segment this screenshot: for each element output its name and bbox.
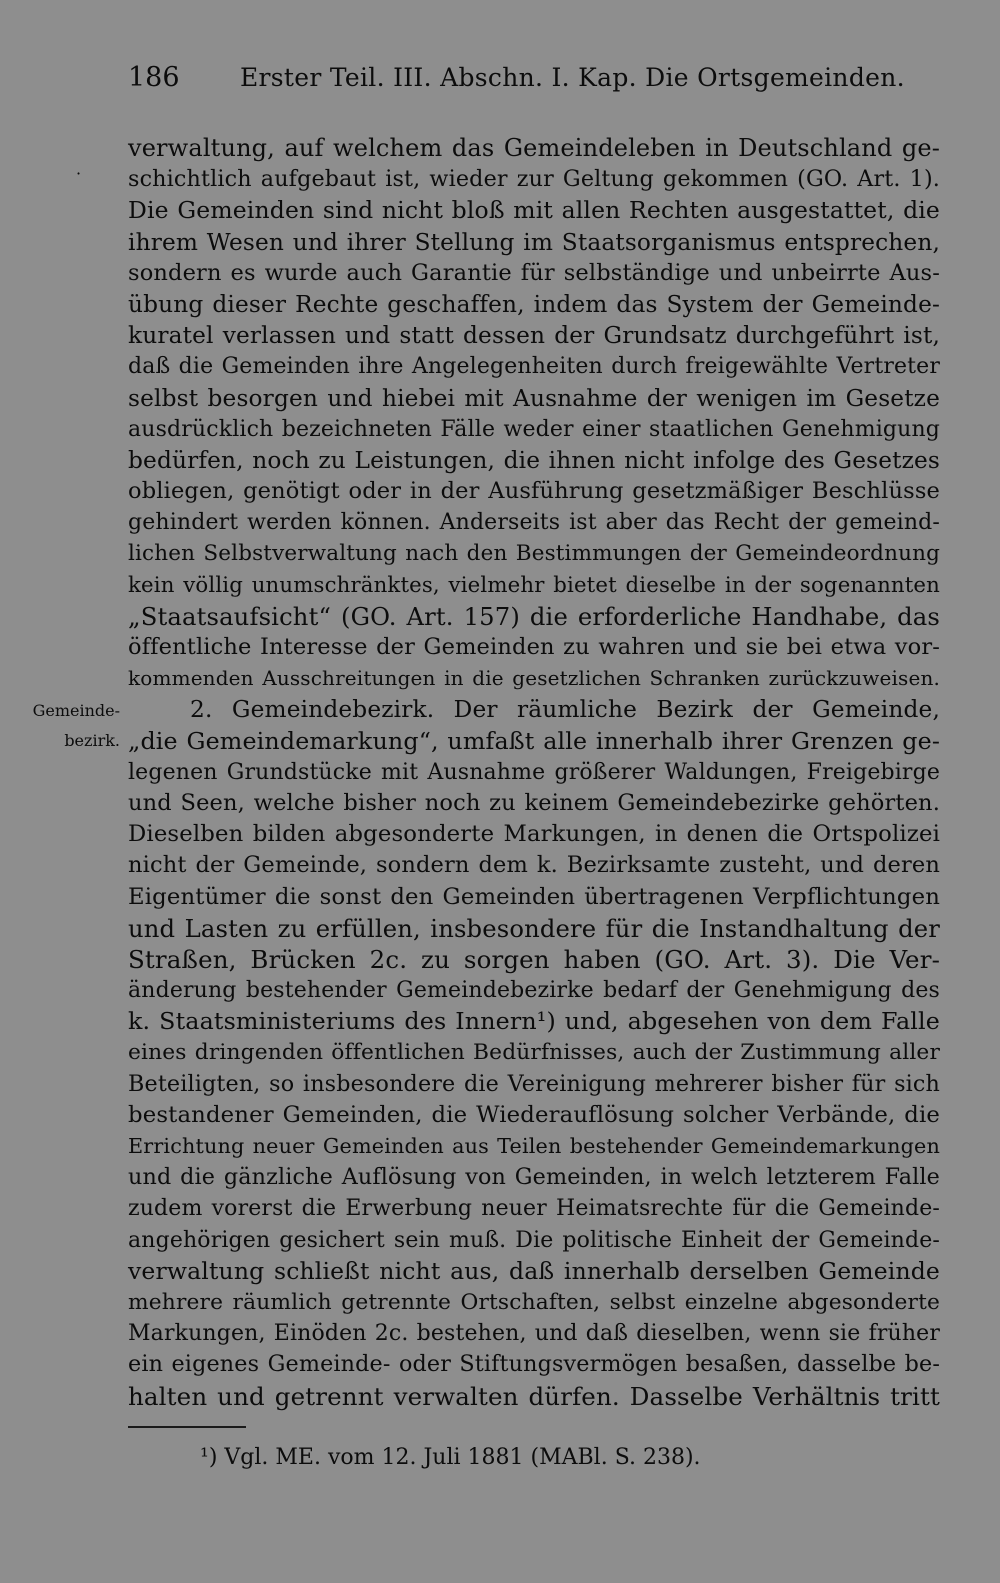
text-line: änderung bestehender Gemeindebezirke bedarf der Genehmigung des [128,978,940,1004]
text-line: obliegen, genötigt oder in der Ausführung gesetzmäßiger Beschlüsse [128,478,940,505]
text-line: bestandener Gemeinden, die Wiederauflösung solcher Verbände, die [128,1101,940,1128]
section-heading-line: 2. Gemeindebezirk. Der räumliche Bezirk der Gemeinde, [190,696,940,724]
page-number: 186 [128,62,180,93]
text-line: „die Gemeindemarkung“, umfaßt alle innerhalb ihrer Grenzen ge- [128,726,940,755]
body-text [128,133,940,1412]
text-line: eines dringenden öffentlichen Bedürfnisses, auch der Zustimmung aller [128,1040,940,1066]
text-line: nicht der Gemeinde, sondern dem k. Bezirksamte zusteht, und deren [128,852,940,879]
text-line: sondern es wurde auch Garantie für selbständige und unbeirrte Aus- [128,259,940,286]
text-line: gehindert werden können. Anderseits ist aber das Recht der gemeind- [128,510,940,536]
text-line: bedürfen, noch zu Leistungen, die ihnen nicht infolge des Gesetzes [128,446,940,474]
margin-note-line: bezirk. [64,731,120,750]
text-line: öffentliche Interesse der Gemeinden zu wahren und sie bei etwa vor- [128,634,940,660]
margin-note-line: Gemeinde- [32,701,120,720]
text-line: halten und getrennt verwalten dürfen. Dasselbe Verhältnis tritt [128,1381,940,1411]
text-line: übung dieser Rechte geschaffen, indem das System der Gemeinde- [128,290,940,318]
footnote-rule [128,1426,246,1428]
text-line: Errichtung neuer Gemeinden aus Teilen bestehender Gemeindemarkungen [128,1134,940,1158]
text-line: kommenden Ausschreitungen in die gesetzlichen Schranken zurückzuweisen. [128,666,940,691]
text-line: verwaltung, auf welchem das Gemeindeleben in Deutschland ge- [128,134,940,162]
text-line: lichen Selbstverwaltung nach den Bestimmungen der Gemeindeordnung [128,541,940,567]
running-head-title: Erster Teil. III. Abschn. I. Kap. Die Ortsgemeinden. [240,63,905,92]
text-line: kuratel verlassen und statt dessen der Grundsatz durchgeführt ist, [128,322,940,350]
margin-mark: · [76,164,82,183]
text-line: ein eigenes Gemeinde- oder Stiftungsvermögen besaßen, dasselbe be- [128,1351,940,1378]
footnote: ¹) Vgl. ME. vom 12. Juli 1881 (MABl. S. 238). [200,1445,701,1470]
text-line: und Seen, welche bisher noch zu keinem Gemeindebezirke gehörten. [128,789,940,816]
running-head [128,58,940,98]
text-line: legenen Grundstücke mit Ausnahme größerer Waldungen, Freigebirge [128,759,940,785]
margin-note [28,696,120,756]
text-line: Die Gemeinden sind nicht bloß mit allen Rechten ausgestattet, die [128,196,940,225]
text-line: Beteiligten, so insbesondere die Vereinigung mehrerer bisher für sich [128,1070,940,1097]
text-line: daß die Gemeinden ihre Angelegenheiten durch freigewählte Vertreter [128,354,940,380]
text-line: Eigentümer die sonst den Gemeinden übertragenen Verpflichtungen [128,883,940,910]
text-line: verwaltung schließt nicht aus, daß innerhalb derselben Gemeinde [128,1256,940,1285]
text-line: Dieselben bilden abgesonderte Markungen, in denen die Ortspolizei [128,821,940,848]
text-line: und Lasten zu erfüllen, insbesondere für die Instandhaltung der [128,913,940,943]
text-line: schichtlich aufgebaut ist, wieder zur Geltung gekommen (GO. Art. 1). [128,166,940,193]
text-line: und die gänzliche Auflösung von Gemeinden, in welch letzterem Falle [128,1164,940,1191]
text-line: „Staatsaufsicht“ (GO. Art. 157) die erforderliche Handhabe, das [128,601,940,631]
text-line: Straßen, Brücken 2c. zu sorgen haben (GO. Art. 3). Die Ver- [128,944,940,974]
text-line: ihrem Wesen und ihrer Stellung im Staatsorganismus entsprechen, [128,228,940,256]
text-line: kein völlig unumschränktes, vielmehr bietet dieselbe in der sogenannten [128,572,940,598]
text-line: k. Staatsministeriums des Innern¹) und, abgesehen von dem Falle [128,1007,940,1036]
text-line: angehörigen gesichert sein muß. Die politische Einheit der Gemeinde- [128,1227,940,1253]
text-line: selbst besorgen und hiebei mit Ausnahme der wenigen im Gesetze [128,384,940,412]
text-line: zudem vorerst die Erwerbung neuer Heimatsrechte für die Gemeinde- [128,1196,940,1222]
text-line: ausdrücklich bezeichneten Fälle weder einer staatlichen Genehmigung [128,416,940,442]
text-line: Markungen, Einöden 2c. bestehen, und daß dieselben, wenn sie früher [128,1321,940,1347]
text-line: mehrere räumlich getrennte Ortschaften, selbst einzelne abgesonderte [128,1289,940,1315]
